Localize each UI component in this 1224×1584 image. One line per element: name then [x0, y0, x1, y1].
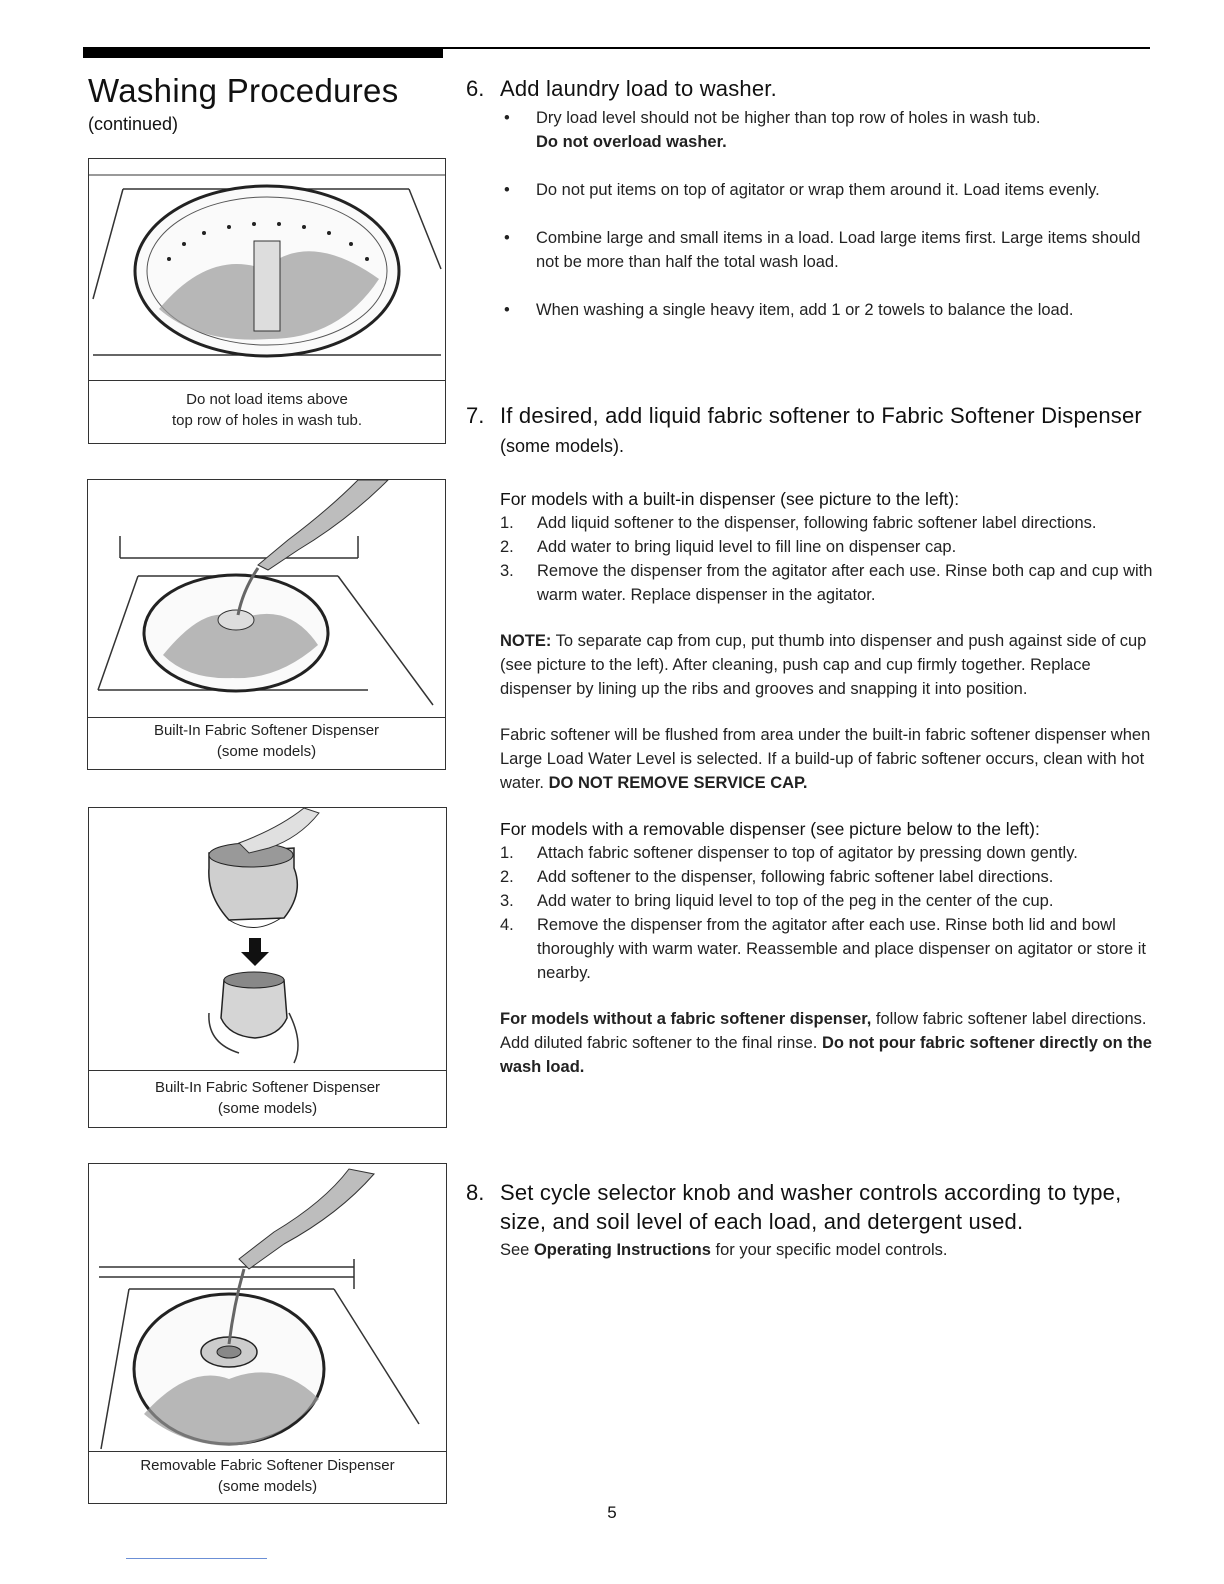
list-item: 3. Remove the dispenser from the agitator after each use. Rinse both cap and cup with warm water. Replace dispenser in the agitator.	[500, 562, 1153, 604]
figure-caption-line2: top row of holes in wash tub.	[171, 412, 363, 429]
dispenser-separate-drawing	[89, 808, 446, 1070]
removable-dispenser-drawing	[89, 1164, 446, 1451]
figure-caption-line2: (some models)	[217, 1478, 318, 1495]
no-dispenser-paragraph: For models without a fabric softener dispenser, follow fabric softener label directions. Add diluted fabric softener to the final rinse. Do not pour fabric softener directly on the wash load.	[500, 1010, 1152, 1076]
list-item: 2. Add water to bring liquid level to fill line on dispenser cap.	[500, 538, 957, 556]
figure-caption-line2: (some models)	[216, 743, 317, 760]
builtin-steps-list	[466, 511, 1154, 607]
list-item: 1. Attach fabric softener dispenser to top of agitator by pressing down gently.	[500, 844, 1078, 862]
step-6-bullet-4: • When washing a single heavy item, add 1 or 2 towels to balance the load.	[504, 301, 1074, 319]
builtin-dispenser-illustration	[88, 480, 445, 718]
section-subtitle: (continued)	[88, 114, 179, 134]
figure-caption-line1: Do not load items above	[186, 391, 348, 408]
list-item: 2. Add softener to the dispenser, following fabric softener label directions.	[500, 868, 1054, 886]
list-item: 4. Remove the dispenser from the agitator after each use. Rinse both lid and bowl thoroughly with warm water. Reassemble and place dispenser on agitator or store it nearby.	[500, 916, 1146, 982]
step-7	[466, 401, 1154, 1079]
figure-removable-dispenser	[88, 1163, 447, 1504]
note-paragraph: NOTE: To separate cap from cup, put thumb into dispenser and push against side of cup (see picture to the left). After cleaning, push cap and cup firmly together. Replace dispenser by lining up the ribs and grooves and snapping it into position.	[500, 632, 1147, 698]
figure-caption-line1: Built-In Fabric Softener Dispenser	[153, 722, 380, 739]
builtin-dispenser-heading: For models with a built-in dispenser (see picture to the left):	[500, 489, 960, 509]
step-6-bullet-3: • Combine large and small items in a load. Load large items first. Large items should not be more than half the total wash load.	[504, 229, 1141, 271]
section-title: Washing Procedures	[88, 72, 399, 109]
wash-tub-drawing	[89, 159, 445, 380]
removable-steps-list	[466, 841, 1154, 985]
wash-tub-illustration	[89, 159, 445, 381]
figure-wash-tub-load	[88, 158, 446, 444]
dispenser-separate-illustration	[89, 808, 446, 1071]
figure-dispenser-separate	[88, 807, 447, 1128]
page-number: 5	[607, 1503, 617, 1522]
step-6-bullet-2: • Do not put items on top of agitator or wrap them around it. Load items evenly.	[504, 181, 1100, 199]
step-6-bullet-1: • Dry load level should not be higher than top row of holes in wash tub. Do not overload washer.	[504, 109, 1041, 151]
list-item: 1. Add liquid softener to the dispenser, following fabric softener label directions.	[500, 514, 1097, 532]
figure-caption-line2: (some models)	[217, 1100, 318, 1117]
flush-paragraph: Fabric softener will be flushed from area under the built-in fabric softener dispenser when Large Load Water Level is selected. If a build-up of fabric softener occurs, clean with hot water. DO NOT REMOVE SERVICE CAP.	[500, 726, 1151, 792]
figure-caption-line1: Removable Fabric Softener Dispenser	[140, 1457, 395, 1474]
step-8	[466, 1178, 1154, 1262]
header-rule-thin	[443, 47, 1150, 49]
list-item: 3. Add water to bring liquid level to top of the peg in the center of the cup.	[500, 892, 1054, 910]
step-7-heading: 7. If desired, add liquid fabric softener to Fabric Softener Dispenser (some models).	[466, 403, 1142, 456]
step-6	[466, 74, 1154, 322]
step-8-heading: 8. Set cycle selector knob and washer controls according to type, size, and soil level of each load, and detergent used.	[466, 1180, 1122, 1234]
figure-caption-line1: Built-In Fabric Softener Dispenser	[154, 1079, 381, 1096]
step-6-heading: 6. Add laundry load to washer.	[466, 76, 777, 101]
removable-dispenser-illustration	[89, 1164, 446, 1452]
step-8-note: See Operating Instructions for your specific model controls.	[500, 1241, 948, 1259]
figure-builtin-dispenser-fill	[87, 479, 446, 770]
header-rule-thick	[83, 47, 443, 58]
footer-line	[126, 1558, 267, 1559]
builtin-dispenser-drawing	[88, 480, 445, 717]
removable-dispenser-heading: For models with a removable dispenser (see picture below to the left):	[500, 819, 1040, 839]
